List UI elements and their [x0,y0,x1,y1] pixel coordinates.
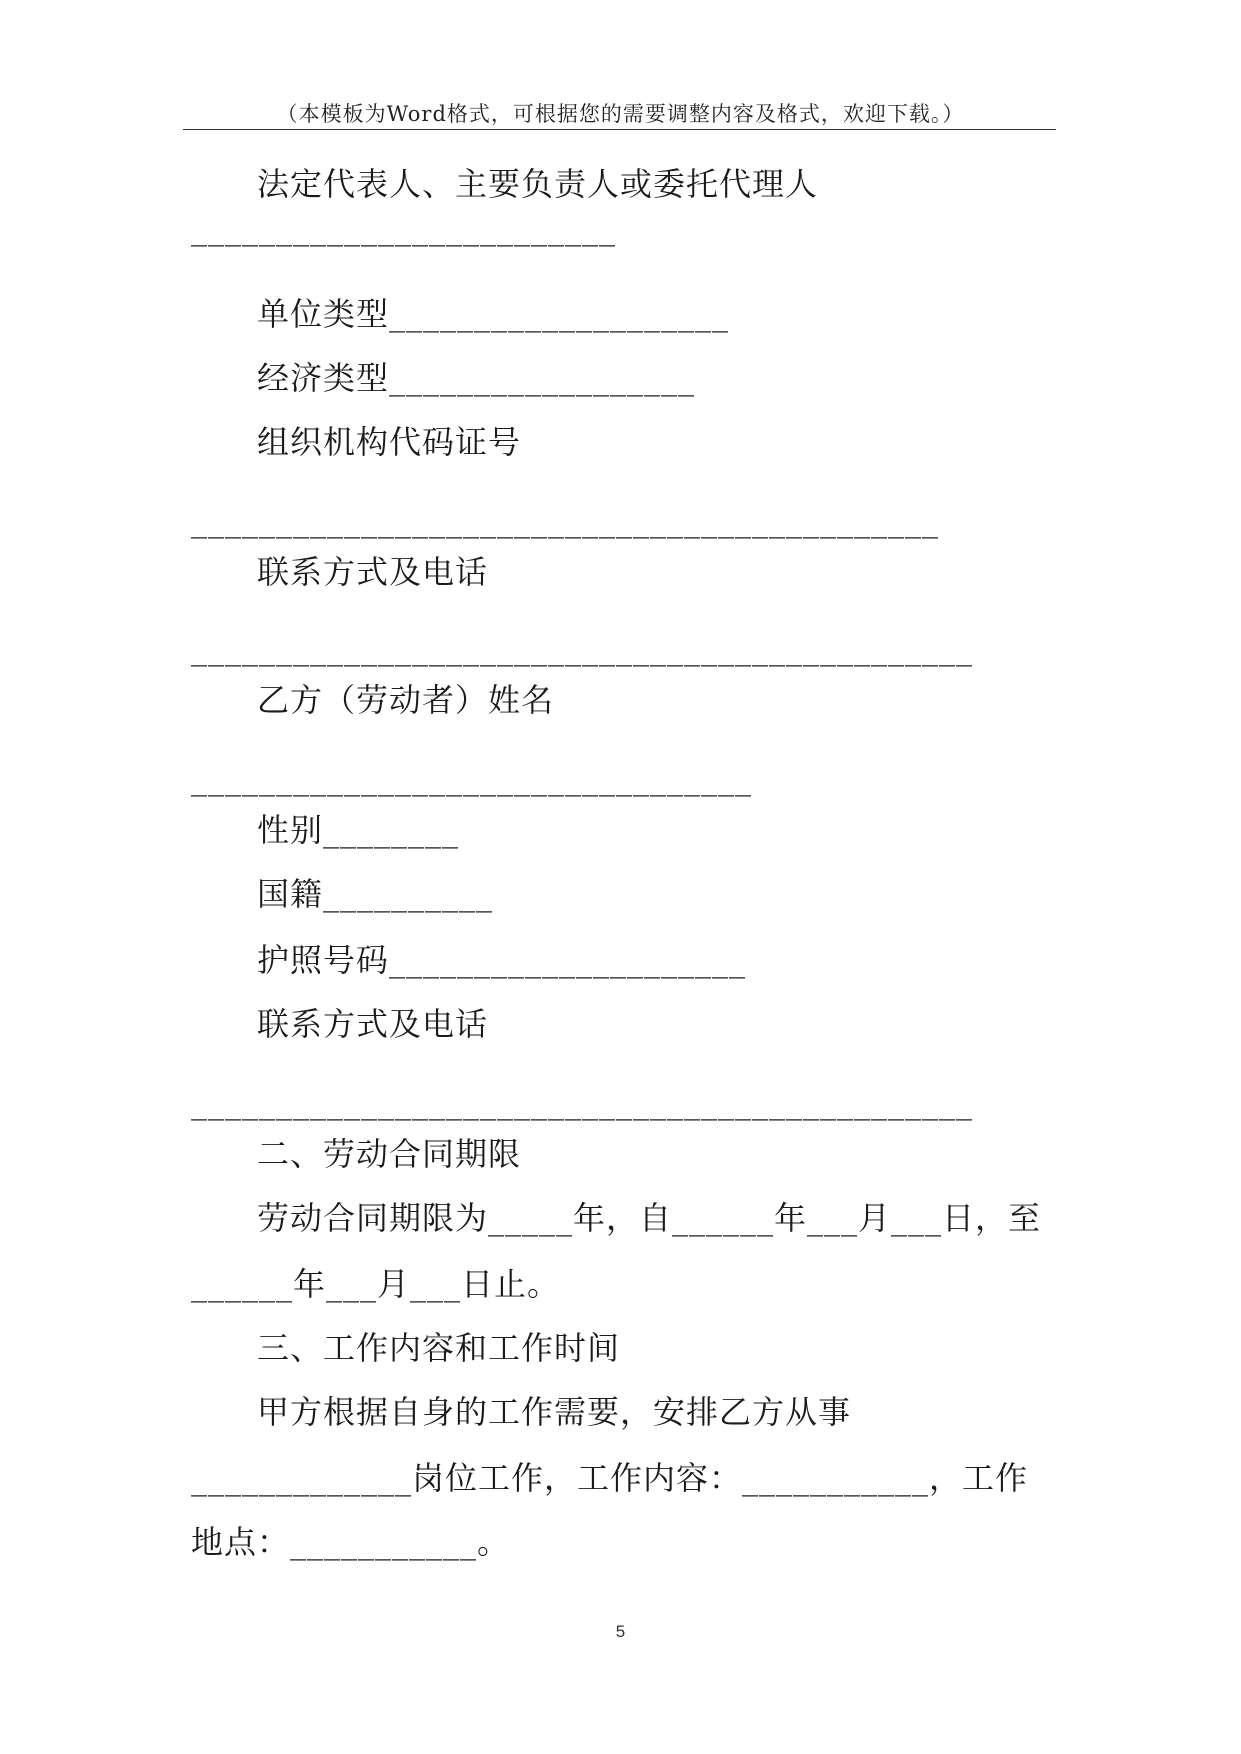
page-header: （本模板为Word格式，可根据您的需要调整内容及格式，欢迎下载。） [276,102,965,126]
label-employee-name: 乙方（劳动者）姓名 [257,681,555,719]
section-heading-contract-term: 二、劳动合同期限 [257,1135,522,1173]
field-economic-type: 经济类型__________________ [257,359,696,397]
page-number: 5 [615,1622,626,1641]
field-passport-number: 护照号码_____________________ [257,941,747,979]
field-nationality: 国籍__________ [257,875,494,913]
blank-org-code: ____________________________________________ [191,501,939,539]
paragraph-work-position: _____________岗位工作，工作内容：___________，工作 [191,1459,1029,1497]
blank-employee-name: _________________________________ [191,759,752,797]
paragraph-contract-term: 劳动合同期限为_____年，自______年___月___日，至 [257,1199,1042,1237]
blank-legal-representative: _________________________ [191,209,616,247]
section-heading-work-content: 三、工作内容和工作时间 [257,1329,621,1367]
label-legal-representative: 法定代表人、主要负责人或委托代理人 [257,165,819,203]
paragraph-work-assignment: 甲方根据自身的工作需要，安排乙方从事 [257,1393,852,1431]
blank-employee-contact: ______________________________________________ [191,1083,973,1121]
blank-employer-contact: ______________________________________________ [191,629,973,667]
header-divider [183,129,1056,130]
paragraph-contract-term-end: ______年___月___日止。 [191,1265,561,1303]
label-employee-contact: 联系方式及电话 [257,1005,489,1043]
field-gender: 性别________ [257,811,460,849]
label-org-code: 组织机构代码证号 [257,423,522,461]
paragraph-work-location: 地点：___________。 [191,1523,511,1561]
field-unit-type: 单位类型____________________ [257,295,730,333]
label-employer-contact: 联系方式及电话 [257,553,489,591]
